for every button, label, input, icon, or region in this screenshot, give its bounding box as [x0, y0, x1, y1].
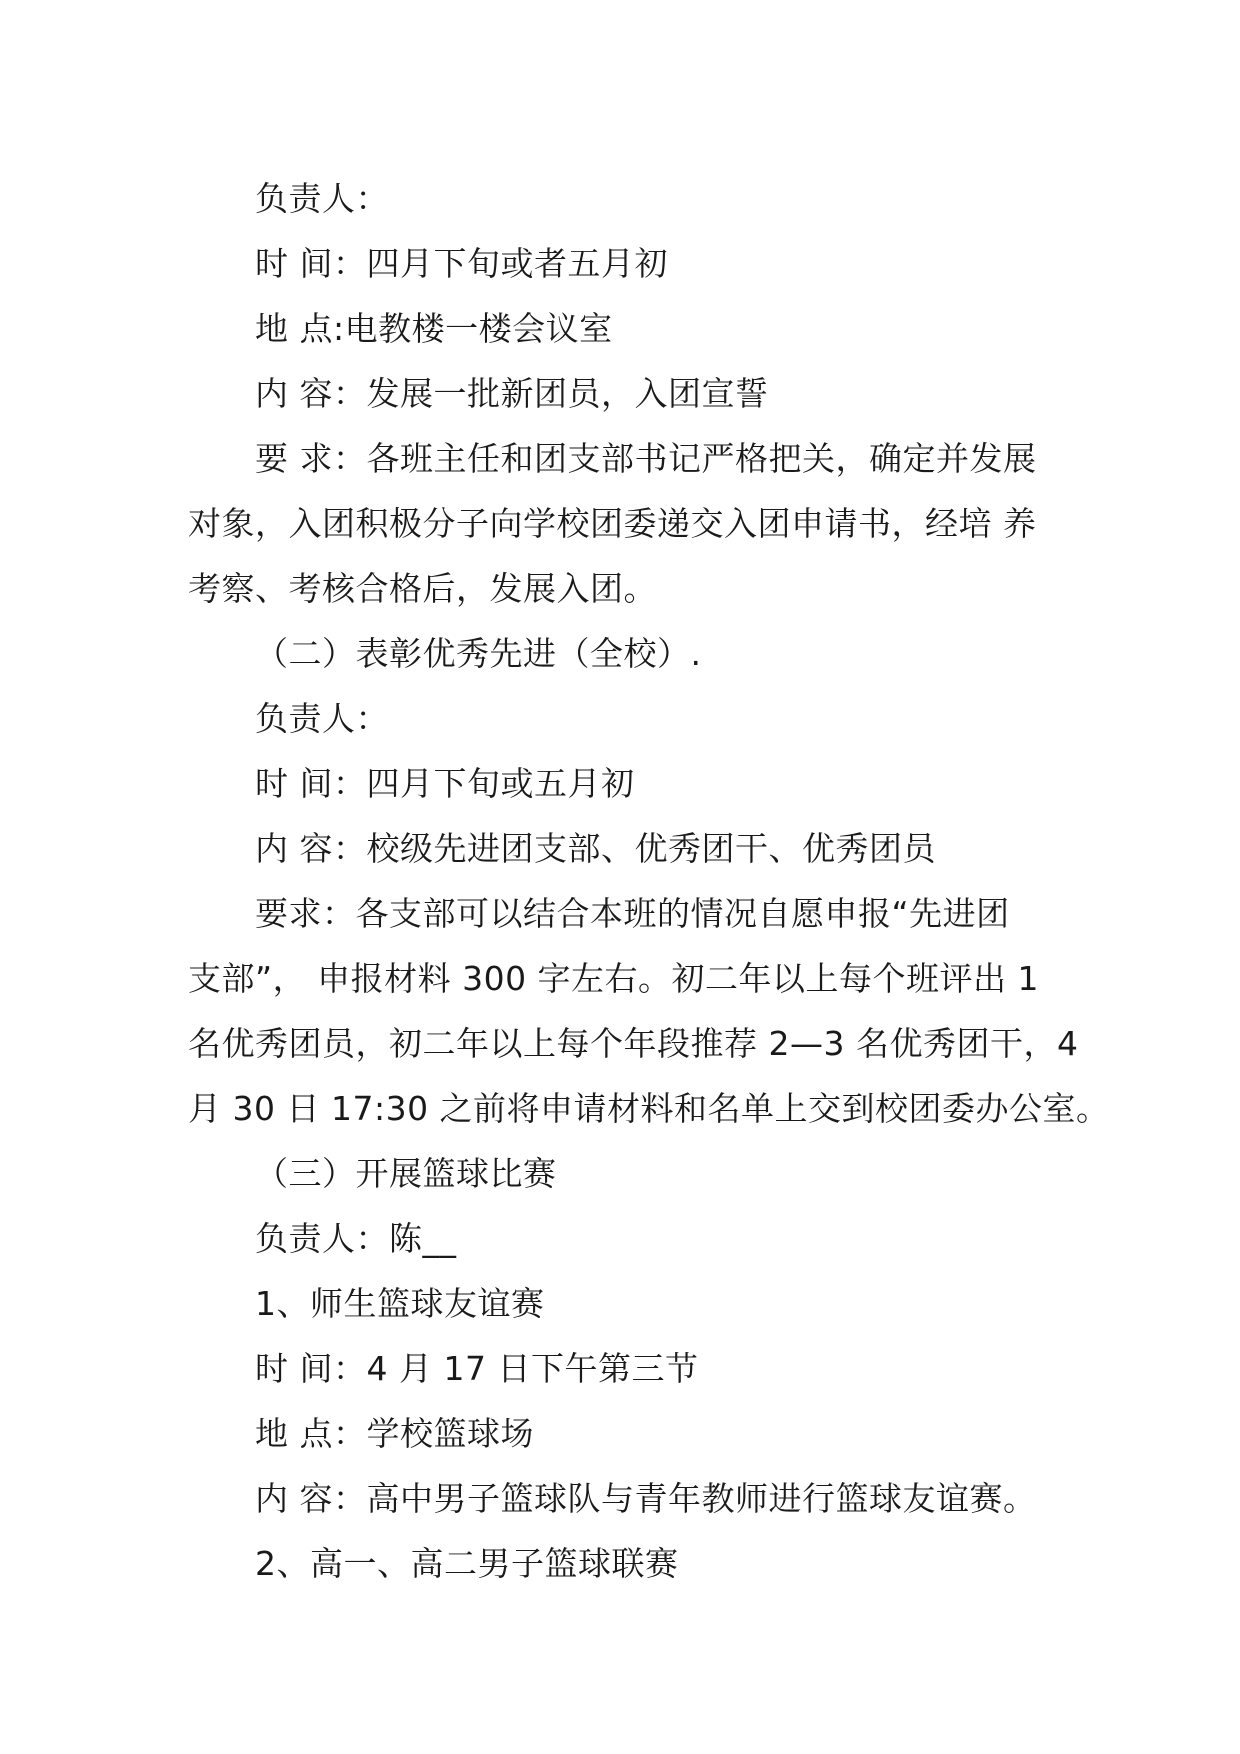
text-line: 时 间：四月下旬或者五月初 — [255, 244, 668, 283]
text-line: 负责人： — [255, 179, 389, 218]
text-line: 要 求：各班主任和团支部书记严格把关，确定并发展 — [255, 439, 1037, 478]
subsection-heading: 1、师生篮球友谊赛 — [255, 1284, 545, 1323]
text-line: 负责人： — [255, 699, 389, 738]
text-line: 支部”， 申报材料 300 字左右。初二年以上每个班评出 1 — [188, 959, 1040, 998]
text-line: 考察、考核合格后，发展入团。 — [188, 569, 657, 608]
text-line: 时 间：四月下旬或五月初 — [255, 764, 635, 803]
subsection-heading: 2、高一、高二男子篮球联赛 — [255, 1544, 679, 1583]
section-heading: （三）开展篮球比赛 — [255, 1154, 557, 1193]
text-line: 内 容：校级先进团支部、优秀团干、优秀团员 — [255, 829, 936, 868]
text-line: 负责人：陈__ — [255, 1219, 457, 1258]
section-heading: （二）表彰优秀先进（全校）. — [255, 634, 702, 673]
text-line: 地 点:电教楼一楼会议室 — [255, 309, 613, 348]
text-line: 地 点：学校篮球场 — [255, 1414, 534, 1453]
text-line: 要求：各支部可以结合本班的情况自愿申报“先进团 — [255, 894, 1010, 933]
text-line: 内 容：发展一批新团员，入团宣誓 — [255, 374, 769, 413]
text-line: 对象，入团积极分子向学校团委递交入团申请书，经培 养 — [188, 504, 1037, 543]
text-line: 名优秀团员，初二年以上每个年段推荐 2—3 名优秀团干，4 — [188, 1024, 1079, 1063]
text-line: 时 间：4 月 17 日下午第三节 — [255, 1349, 699, 1388]
text-line: 内 容：高中男子篮球队与青年教师进行篮球友谊赛。 — [255, 1479, 1037, 1518]
text-line: 月 30 日 17:30 之前将申请材料和名单上交到校团委办公室。 — [188, 1089, 1110, 1128]
document-page — [188, 166, 1110, 1596]
